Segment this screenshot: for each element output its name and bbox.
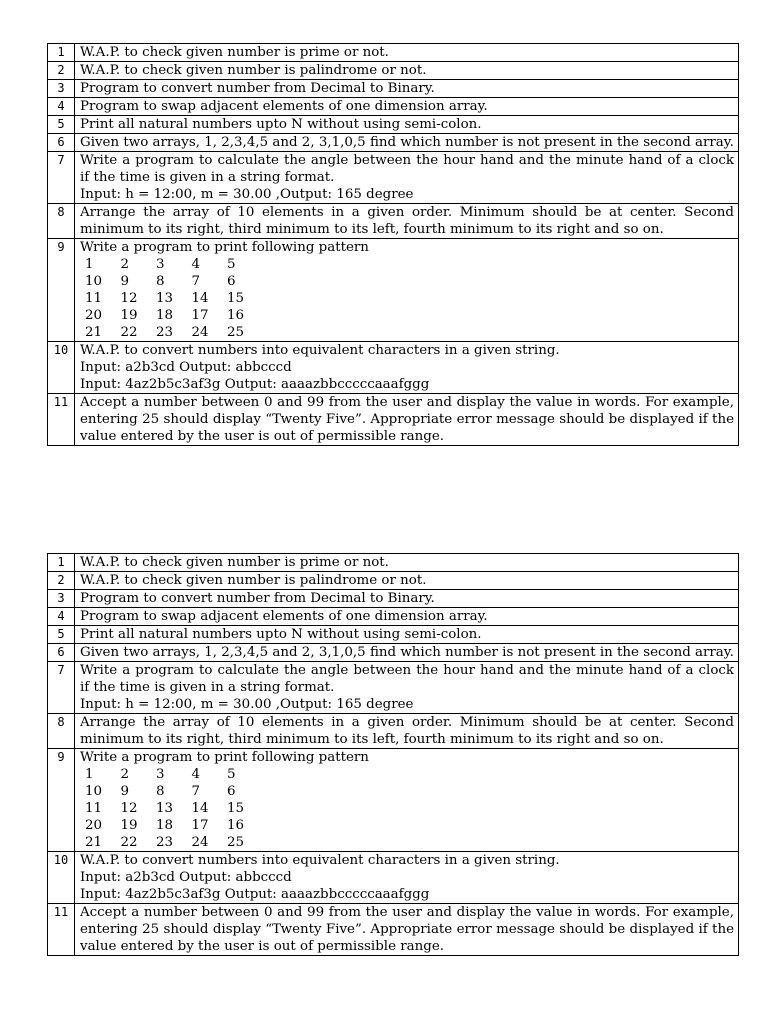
pattern-row — [85, 307, 263, 324]
question-text — [75, 342, 739, 394]
pattern-row — [85, 273, 263, 290]
question-text — [75, 62, 739, 80]
pattern-row — [85, 324, 263, 341]
pattern-cell: 15 — [227, 801, 245, 816]
pattern-cell: 25 — [227, 325, 245, 340]
pattern-cell: 7 — [191, 784, 201, 799]
table-row — [48, 626, 739, 644]
pattern-cell: 9 — [120, 274, 130, 289]
row-number: 6 — [48, 134, 75, 152]
pattern-cell: 5 — [227, 767, 236, 782]
pattern-cell: 19 — [120, 818, 138, 833]
pattern-cell: 6 — [227, 274, 236, 289]
pattern-cell: 13 — [156, 801, 174, 816]
question-text — [75, 554, 739, 572]
table-row — [48, 116, 739, 134]
pattern-cell: 12 — [120, 291, 138, 306]
pattern-cell: 8 — [156, 784, 165, 799]
pattern-cell: 18 — [156, 818, 174, 833]
question-line: Input: h = 12:00, m = 30.00 ,Output: 165 degree — [80, 187, 414, 202]
question-line: Write a program to print following pattern — [80, 750, 369, 765]
pattern-cell: 17 — [191, 818, 209, 833]
pattern-cell: 14 — [191, 801, 209, 816]
question-line: Program to swap adjacent elements of one dimension array. — [80, 99, 488, 114]
row-number: 5 — [48, 626, 75, 644]
row-number: 3 — [48, 80, 75, 98]
question-line: Given two arrays, 1, 2,3,4,5 and 2, 3,1,0,5 find which number is not present in the second array. — [80, 135, 734, 150]
question-line: Input: 4az2b5c3af3g Output: aaaazbbcccccaaafggg — [80, 887, 430, 902]
table-row — [48, 80, 739, 98]
row-number: 1 — [48, 554, 75, 572]
question-line: Arrange the array of 10 elements in a given order. Minimum should be at center. Second minimum to its right, third minimum to its left, fourth minimum to its right and so on. — [80, 715, 734, 747]
question-line: Input: a2b3cd Output: abbcccd — [80, 360, 292, 375]
pattern-cell: 11 — [85, 801, 103, 816]
question-text — [75, 204, 739, 239]
question-line: W.A.P. to check given number is palindrome or not. — [80, 573, 427, 588]
row-number: 9 — [48, 239, 75, 342]
question-text — [75, 394, 739, 446]
row-number: 8 — [48, 714, 75, 749]
question-line: Print all natural numbers upto N without using semi-colon. — [80, 627, 482, 642]
question-text — [75, 662, 739, 714]
question-text — [75, 80, 739, 98]
row-number: 5 — [48, 116, 75, 134]
pattern-cell: 22 — [120, 325, 138, 340]
question-line: Accept a number between 0 and 99 from the user and display the value in words. For example, entering 25 should display “Twenty Five”. Appropriate error message should be displayed if the value entered by the user is out of permissible range. — [80, 395, 734, 444]
row-number: 1 — [48, 44, 75, 62]
pattern-cell: 7 — [191, 274, 201, 289]
pattern-cell: 15 — [227, 291, 245, 306]
table-row — [48, 134, 739, 152]
pattern-cell: 25 — [227, 835, 245, 850]
row-number: 2 — [48, 62, 75, 80]
pattern-cell: 1 — [85, 257, 94, 272]
pattern-cell: 3 — [156, 767, 165, 782]
pattern-cell: 16 — [227, 818, 245, 833]
pattern-cell: 10 — [85, 784, 103, 799]
question-line: W.A.P. to check given number is prime or not. — [80, 45, 389, 60]
row-number: 4 — [48, 608, 75, 626]
pattern-cell: 2 — [120, 767, 130, 782]
table-row — [48, 394, 739, 446]
table-row — [48, 662, 739, 714]
row-number: 7 — [48, 662, 75, 714]
question-line: Write a program to calculate the angle between the hour hand and the minute hand of a clock if the time is given in a string format. — [80, 153, 734, 185]
pattern-cell: 24 — [191, 325, 209, 340]
question-line: Program to convert number from Decimal to Binary. — [80, 81, 435, 96]
row-number: 6 — [48, 644, 75, 662]
assignment-table-1 — [47, 43, 739, 446]
table-row — [48, 204, 739, 239]
question-text — [75, 608, 739, 626]
row-number: 11 — [48, 904, 75, 956]
pattern-cell: 12 — [120, 801, 138, 816]
question-line: Input: h = 12:00, m = 30.00 ,Output: 165 degree — [80, 697, 414, 712]
table-row — [48, 152, 739, 204]
question-text — [75, 152, 739, 204]
question-text — [75, 98, 739, 116]
row-number: 4 — [48, 98, 75, 116]
assignment-table-2 — [47, 553, 739, 956]
pattern-cell: 16 — [227, 308, 245, 323]
pattern-cell: 6 — [227, 784, 236, 799]
question-line: Input: 4az2b5c3af3g Output: aaaazbbcccccaaafggg — [80, 377, 430, 392]
pattern-cell: 22 — [120, 835, 138, 850]
question-text — [75, 644, 739, 662]
pattern-cell: 20 — [85, 308, 103, 323]
pattern-cell: 23 — [156, 325, 174, 340]
question-text — [75, 116, 739, 134]
question-text — [75, 714, 739, 749]
question-text — [75, 904, 739, 956]
question-text — [75, 44, 739, 62]
number-pattern — [85, 256, 263, 341]
pattern-row — [85, 800, 263, 817]
pattern-cell: 1 — [85, 767, 94, 782]
pattern-row — [85, 766, 263, 783]
question-line: Print all natural numbers upto N without using semi-colon. — [80, 117, 482, 132]
pattern-cell: 21 — [85, 325, 103, 340]
table-row — [48, 590, 739, 608]
pattern-cell: 21 — [85, 835, 103, 850]
pattern-row — [85, 783, 263, 800]
row-number: 11 — [48, 394, 75, 446]
pattern-cell: 9 — [120, 784, 130, 799]
question-line: W.A.P. to check given number is prime or not. — [80, 555, 389, 570]
pattern-cell: 18 — [156, 308, 174, 323]
question-line: Arrange the array of 10 elements in a given order. Minimum should be at center. Second minimum to its right, third minimum to its left, fourth minimum to its right and so on. — [80, 205, 734, 237]
question-text — [75, 572, 739, 590]
table-row — [48, 98, 739, 116]
table-row — [48, 342, 739, 394]
pattern-cell: 17 — [191, 308, 209, 323]
table-row — [48, 644, 739, 662]
question-text — [75, 590, 739, 608]
row-number: 10 — [48, 852, 75, 904]
pattern-cell: 2 — [120, 257, 130, 272]
pattern-row — [85, 834, 263, 851]
question-line: Program to convert number from Decimal to Binary. — [80, 591, 435, 606]
question-text — [75, 626, 739, 644]
table-row — [48, 749, 739, 852]
pattern-cell: 5 — [227, 257, 236, 272]
pattern-cell: 4 — [191, 767, 201, 782]
pattern-cell: 11 — [85, 291, 103, 306]
question-text — [75, 749, 739, 852]
table-row — [48, 554, 739, 572]
table-row — [48, 608, 739, 626]
pattern-cell: 14 — [191, 291, 209, 306]
table-row — [48, 239, 739, 342]
row-number: 8 — [48, 204, 75, 239]
row-number: 7 — [48, 152, 75, 204]
question-line: W.A.P. to convert numbers into equivalent characters in a given string. — [80, 853, 560, 868]
pattern-row — [85, 290, 263, 307]
question-line: Given two arrays, 1, 2,3,4,5 and 2, 3,1,0,5 find which number is not present in the second array. — [80, 645, 734, 660]
question-line: W.A.P. to convert numbers into equivalent characters in a given string. — [80, 343, 560, 358]
table-row — [48, 904, 739, 956]
pattern-cell: 23 — [156, 835, 174, 850]
question-text — [75, 852, 739, 904]
question-line: Write a program to calculate the angle between the hour hand and the minute hand of a clock if the time is given in a string format. — [80, 663, 734, 695]
question-text — [75, 134, 739, 152]
pattern-cell: 10 — [85, 274, 103, 289]
pattern-cell: 24 — [191, 835, 209, 850]
pattern-cell: 20 — [85, 818, 103, 833]
question-text — [75, 239, 739, 342]
pattern-cell: 13 — [156, 291, 174, 306]
table-row — [48, 44, 739, 62]
table-row — [48, 572, 739, 590]
question-line: Write a program to print following pattern — [80, 240, 369, 255]
row-number: 10 — [48, 342, 75, 394]
pattern-cell: 19 — [120, 308, 138, 323]
pattern-cell: 4 — [191, 257, 201, 272]
question-line: Input: a2b3cd Output: abbcccd — [80, 870, 292, 885]
row-number: 9 — [48, 749, 75, 852]
question-line: Program to swap adjacent elements of one dimension array. — [80, 609, 488, 624]
table-row — [48, 852, 739, 904]
pattern-row — [85, 256, 263, 273]
pattern-cell: 3 — [156, 257, 165, 272]
table-row — [48, 714, 739, 749]
question-line: W.A.P. to check given number is palindrome or not. — [80, 63, 427, 78]
table-row — [48, 62, 739, 80]
number-pattern — [85, 766, 263, 851]
question-line: Accept a number between 0 and 99 from the user and display the value in words. For example, entering 25 should display “Twenty Five”. Appropriate error message should be displayed if the value entered by the user is out of permissible range. — [80, 905, 734, 954]
row-number: 2 — [48, 572, 75, 590]
pattern-row — [85, 817, 263, 834]
row-number: 3 — [48, 590, 75, 608]
pattern-cell: 8 — [156, 274, 165, 289]
